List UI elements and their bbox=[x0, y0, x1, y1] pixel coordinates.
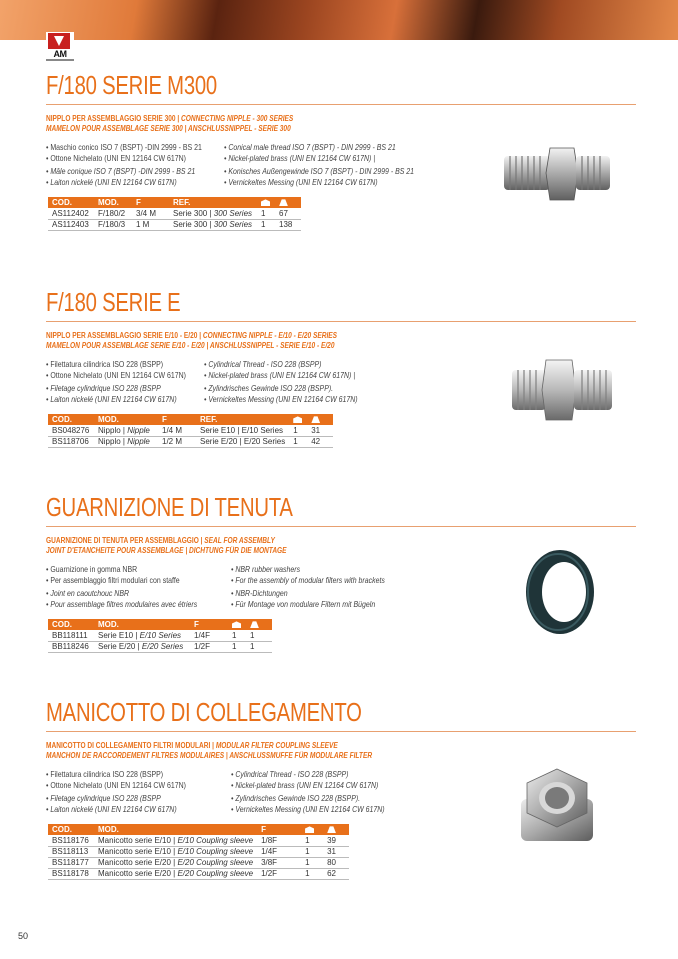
section-subtitle: NIPPLO PER ASSEMBLAGGIO SERIE E/10 - E/20 | CONNECTING NIPPLE - E/10 - E/20 SERIES bbox=[46, 331, 338, 340]
weight-icon bbox=[279, 199, 288, 206]
feature-list: • Filettatura cilindrica ISO 228 (BSPP) • Ottone Nichelato (UNI EN 12164 CW 617N) • Filetage cylindrique ISO 228 (BSPP • Laiton nickelé (UNI EN 12164 CW 617N) • Cylindrical Thread - ISO 228 (BSPP) • Nickel-plated brass (UNI EN 12164 CW 617N) • Zylindrisches Gewinde ISO 228 (BSPP). • Vernickeltes Messing (UNI EN 12164 CW 617N) bbox=[46, 769, 385, 814]
section-subtitle-translations: JOINT D'ETANCHEITE POUR ASSEMBLAGE | DICHTUNG FÜR DIE MONTAGE bbox=[46, 546, 287, 555]
table-row: BS118177 Manicotto serie E/20 | E/20 Coupling sleeve 3/8F 1 80 bbox=[48, 857, 349, 868]
nipple-image bbox=[508, 356, 618, 426]
box-icon bbox=[232, 621, 241, 628]
brand-logo: AM bbox=[46, 32, 74, 62]
section-title: F/180 SERIE E bbox=[46, 287, 181, 317]
section-subtitle-translations: MANCHON DE RACCORDEMENT FILTRES MODULAIRES | ANSCHLUSSMUFFE FÜR MODULARE FILTER bbox=[46, 751, 373, 760]
header-banner bbox=[0, 0, 678, 40]
page-number: 50 bbox=[18, 931, 29, 941]
box-icon bbox=[305, 826, 314, 833]
section-subtitle: GUARNIZIONE DI TENUTA PER ASSEMBLAGGIO | SEAL FOR ASSEMBLY bbox=[46, 536, 275, 545]
table-row: BS118113 Manicotto serie E/10 | E/10 Coupling sleeve 1/4F 1 31 bbox=[48, 846, 349, 857]
product-table: COD. MOD. F BS118176 Manicotto serie E/10 | E/10 Coupling sleeve 1/8F 1 39 BS118113 Manicotto serie E/10 | E/10 Coupling sleeve 1/4F 1 31 BS118177 Manicotto serie E/20 | E/20 Coupling sleeve 3/8F 1 80 BS118178 Manicotto serie E/20 | E/20 Coupling sleeve 1/2F 1 62 bbox=[48, 824, 349, 880]
section-title: MANICOTTO DI COLLEGAMENTO bbox=[46, 697, 362, 727]
male-nipple-image bbox=[498, 138, 616, 208]
table-row: BS048276 Nipplo | Nipple 1/4 M Serie E10 | E/10 Series 1 31 bbox=[48, 425, 333, 436]
table-row: BS118706 Nipplo | Nipple 1/2 M Serie E/20 | E/20 Series 1 42 bbox=[48, 436, 333, 447]
section-title: F/180 SERIE M300 bbox=[46, 70, 217, 100]
product-table: COD. MOD. F REF. AS112402 F/180/2 3/4 M Serie 300 | 300 Series 1 67 AS112403 F/180/3 1 M Serie 300 | 300 Series 1 138 bbox=[48, 197, 301, 231]
table-row: AS112402 F/180/2 3/4 M Serie 300 | 300 Series 1 67 bbox=[48, 208, 301, 219]
weight-icon bbox=[311, 416, 320, 423]
table-row: BS118178 Manicotto serie E/20 | E/20 Coupling sleeve 1/2F 1 62 bbox=[48, 868, 349, 879]
coupling-sleeve-image bbox=[515, 763, 599, 853]
box-icon bbox=[261, 199, 270, 206]
box-icon bbox=[293, 416, 302, 423]
table-row: BB118246 Serie E/20 | E/20 Series 1/2F 1 1 bbox=[48, 641, 272, 652]
section-subtitle-translations: MAMELON POUR ASSEMBLAGE SERIE 300 | ANSCHLUSSNIPPEL - SERIE 300 bbox=[46, 124, 291, 133]
weight-icon bbox=[327, 826, 336, 833]
feature-list: • Filettatura cilindrica ISO 228 (BSPP) • Ottone Nichelato (UNI EN 12164 CW 617N) • Filetage cylindrique ISO 228 (BSPP • Laiton nickelé (UNI EN 12164 CW 617N) • Cylindrical Thread - ISO 228 (BSPP) • Nickel-plated brass (UNI EN 12164 CW 617N) | • Zylindrisches Gewinde ISO 228 (BSPP). • Vernickeltes Messing (UNI EN 12164 CW 617N) bbox=[46, 359, 358, 404]
table-row: AS112403 F/180/3 1 M Serie 300 | 300 Series 1 138 bbox=[48, 219, 301, 230]
product-table: COD. MOD. F BB118111 Serie E10 | E/10 Series 1/4F 1 1 BB118246 Serie E/20 | E/20 Series 1/2F 1 1 bbox=[48, 619, 272, 653]
feature-list: • Maschio conico ISO 7 (BSPT) -DIN 2999 - BS 21 • Ottone Nichelato (UNI EN 12164 CW 617N) • Mâle conique ISO 7 (BSPT) -DIN 2999 - BS 21 • Laiton nickelé (UNI EN 12164 CW 617N) • Conical male thread ISO 7 (BSPT) - DIN 2999 - BS 21 • Nickel-plated brass (UNI EN 12164 CW 617N) | • Konisches Außengewinde ISO 7 (BSPT) - DIN 2999 - BS 21 • Vernickeltes Messing (UNI EN 12164 CW 617N) bbox=[46, 142, 415, 187]
feature-list: • Guarnizione in gomma NBR • Per assemblaggio filtri modulari con staffe • Joint en caoutchouc NBR • Pour assemblage filtres modulaires avec étriers • NBR rubber washers • For the assembly of modular filters with brackets • NBR-Dichtungen • Für Montage von modulare Filtern mit Bügeln bbox=[46, 564, 385, 609]
section-subtitle-translations: MAMELON POUR ASSEMBLAGE SERIE E/10 - E/20 | ANSCHLUSSNIPPEL - SERIE E/10 - E/20 bbox=[46, 341, 335, 350]
section-title: GUARNIZIONE DI TENUTA bbox=[46, 492, 293, 522]
table-row: BB118111 Serie E10 | E/10 Series 1/4F 1 1 bbox=[48, 630, 272, 641]
table-row: BS118176 Manicotto serie E/10 | E/10 Coupling sleeve 1/8F 1 39 bbox=[48, 835, 349, 846]
section-subtitle: NIPPLO PER ASSEMBLAGGIO SERIE 300 | CONNECTING NIPPLE - 300 SERIES bbox=[46, 114, 294, 123]
product-table: COD. MOD. F REF. BS048276 Nipplo | Nipple 1/4 M Serie E10 | E/10 Series 1 31 BS118706 Nipplo | Nipple 1/2 M Serie E/20 | E/20 Series 1 42 bbox=[48, 414, 333, 448]
weight-icon bbox=[250, 621, 259, 628]
seal-ring-image bbox=[518, 546, 602, 638]
section-subtitle: MANICOTTO DI COLLEGAMENTO FILTRI MODULARI | MODULAR FILTER COUPLING SLEEVE bbox=[46, 741, 338, 750]
